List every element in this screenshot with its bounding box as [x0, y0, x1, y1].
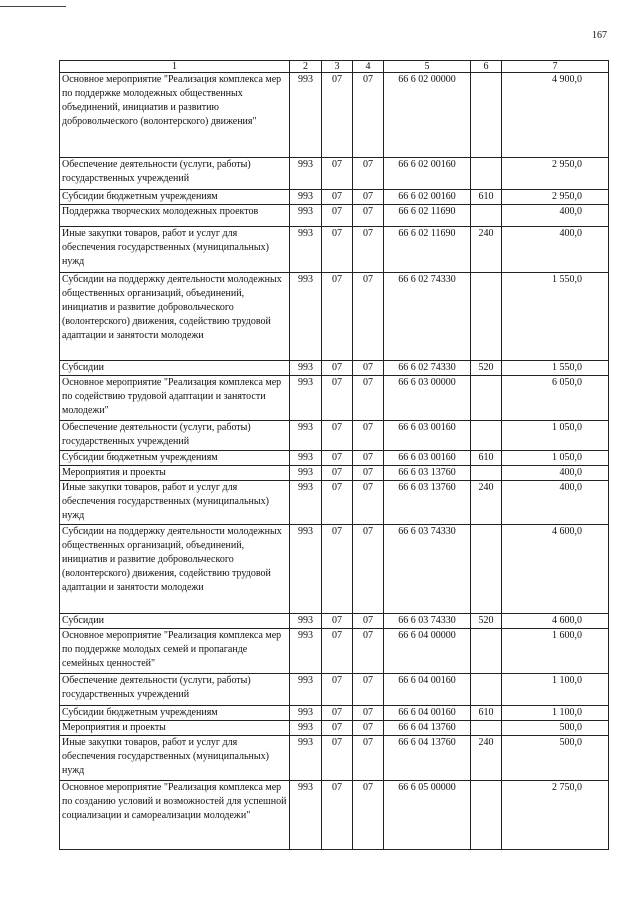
target-article-cell: 66 6 05 00000: [384, 781, 471, 850]
section-code-cell: 07: [322, 781, 353, 850]
page-number: 167: [592, 30, 607, 41]
expense-type-cell: [471, 273, 502, 361]
expense-type-cell: [471, 205, 502, 227]
grbs-code-cell: 993: [290, 481, 322, 525]
amount-cell: 1 050,0: [502, 451, 609, 466]
subsection-code-cell: 07: [353, 451, 384, 466]
section-code-cell: 07: [322, 736, 353, 781]
table-row: [60, 525, 609, 614]
target-article-cell: 66 6 03 13760: [384, 466, 471, 481]
target-article-cell: 66 6 02 11690: [384, 205, 471, 227]
expense-type-cell: 520: [471, 614, 502, 629]
row-name-cell: Иные закупки товаров, работ и услуг для обеспечения государственных (муниципальных) нужд: [60, 481, 290, 525]
expense-type-cell: 240: [471, 481, 502, 525]
amount-cell: 500,0: [502, 721, 609, 736]
subsection-code-cell: 07: [353, 629, 384, 674]
table-row: [60, 706, 609, 721]
amount-cell: 1 100,0: [502, 674, 609, 706]
table-row: [60, 421, 609, 451]
expense-type-cell: 610: [471, 706, 502, 721]
table-row: [60, 614, 609, 629]
subsection-code-cell: 07: [353, 781, 384, 850]
amount-cell: 400,0: [502, 481, 609, 525]
section-code-cell: 07: [322, 158, 353, 190]
row-name-cell: Обеспечение деятельности (услуги, работы) государственных учреждений: [60, 421, 290, 451]
row-name-cell: Основное мероприятие "Реализация комплекса мер по созданию условий и возможностей для успешной социализации и самореализации молодежи": [60, 781, 290, 850]
row-name-cell: Обеспечение деятельности (услуги, работы) государственных учреждений: [60, 158, 290, 190]
target-article-cell: 66 6 04 13760: [384, 736, 471, 781]
row-name-cell: Иные закупки товаров, работ и услуг для обеспечения государственных (муниципальных) нужд: [60, 736, 290, 781]
subsection-code-cell: 07: [353, 525, 384, 614]
expense-type-cell: [471, 721, 502, 736]
amount-cell: 400,0: [502, 227, 609, 273]
header-cell: 7: [502, 61, 609, 73]
row-name-cell: Субсидии: [60, 614, 290, 629]
table-row: [60, 73, 609, 158]
target-article-cell: 66 6 03 13760: [384, 481, 471, 525]
target-article-cell: 66 6 03 00160: [384, 421, 471, 451]
subsection-code-cell: 07: [353, 190, 384, 205]
expense-type-cell: [471, 629, 502, 674]
header-cell: 6: [471, 61, 502, 73]
table-row: [60, 227, 609, 273]
amount-cell: 4 600,0: [502, 525, 609, 614]
target-article-cell: 66 6 02 00160: [384, 190, 471, 205]
expense-type-cell: [471, 525, 502, 614]
amount-cell: 1 550,0: [502, 273, 609, 361]
row-name-cell: Иные закупки товаров, работ и услуг для обеспечения государственных (муниципальных) нужд: [60, 227, 290, 273]
grbs-code-cell: 993: [290, 525, 322, 614]
table-row: [60, 674, 609, 706]
expense-type-cell: [471, 781, 502, 850]
table-row: [60, 190, 609, 205]
grbs-code-cell: 993: [290, 421, 322, 451]
header-cell: 2: [290, 61, 322, 73]
target-article-cell: 66 6 03 74330: [384, 614, 471, 629]
subsection-code-cell: 07: [353, 466, 384, 481]
section-code-cell: 07: [322, 466, 353, 481]
amount-cell: 500,0: [502, 736, 609, 781]
section-code-cell: 07: [322, 361, 353, 376]
target-article-cell: 66 6 02 00160: [384, 158, 471, 190]
subsection-code-cell: 07: [353, 721, 384, 736]
target-article-cell: 66 6 03 74330: [384, 525, 471, 614]
expense-type-cell: [471, 158, 502, 190]
expense-type-cell: 610: [471, 190, 502, 205]
subsection-code-cell: 07: [353, 158, 384, 190]
section-code-cell: 07: [322, 706, 353, 721]
grbs-code-cell: 993: [290, 629, 322, 674]
table-row: [60, 361, 609, 376]
row-name-cell: Мероприятия и проекты: [60, 721, 290, 736]
grbs-code-cell: 993: [290, 466, 322, 481]
amount-cell: 1 100,0: [502, 706, 609, 721]
section-code-cell: 07: [322, 227, 353, 273]
table-row: [60, 451, 609, 466]
row-name-cell: Субсидии на поддержку деятельности молодежных общественных организаций, объединений, инициатив и развитие добровольческого (волонтерского) движения, содействию трудовой адаптации и занятости молодежи: [60, 525, 290, 614]
section-code-cell: 07: [322, 614, 353, 629]
subsection-code-cell: 07: [353, 481, 384, 525]
target-article-cell: 66 6 02 11690: [384, 227, 471, 273]
grbs-code-cell: 993: [290, 781, 322, 850]
row-name-cell: Субсидии бюджетным учреждениям: [60, 190, 290, 205]
grbs-code-cell: 993: [290, 736, 322, 781]
amount-cell: 400,0: [502, 466, 609, 481]
row-name-cell: Мероприятия и проекты: [60, 466, 290, 481]
expense-type-cell: [471, 674, 502, 706]
table-row: [60, 721, 609, 736]
row-name-cell: Основное мероприятие "Реализация комплекса мер по поддержке молодых семей и пропаганде семейных ценностей": [60, 629, 290, 674]
section-code-cell: 07: [322, 629, 353, 674]
amount-cell: 400,0: [502, 205, 609, 227]
subsection-code-cell: 07: [353, 227, 384, 273]
grbs-code-cell: 993: [290, 205, 322, 227]
expense-type-cell: 240: [471, 227, 502, 273]
section-code-cell: 07: [322, 525, 353, 614]
section-code-cell: 07: [322, 205, 353, 227]
grbs-code-cell: 993: [290, 674, 322, 706]
grbs-code-cell: 993: [290, 706, 322, 721]
amount-cell: 4 600,0: [502, 614, 609, 629]
expense-type-cell: 610: [471, 451, 502, 466]
expense-type-cell: [471, 421, 502, 451]
amount-cell: 2 750,0: [502, 781, 609, 850]
expense-type-cell: 520: [471, 361, 502, 376]
grbs-code-cell: 993: [290, 361, 322, 376]
header-cell: 4: [353, 61, 384, 73]
grbs-code-cell: 993: [290, 227, 322, 273]
subsection-code-cell: 07: [353, 736, 384, 781]
subsection-code-cell: 07: [353, 73, 384, 158]
grbs-code-cell: 993: [290, 158, 322, 190]
grbs-code-cell: 993: [290, 273, 322, 361]
amount-cell: 1 600,0: [502, 629, 609, 674]
scan-artifact-line: [0, 6, 66, 7]
subsection-code-cell: 07: [353, 614, 384, 629]
table-row: [60, 376, 609, 421]
row-name-cell: Обеспечение деятельности (услуги, работы) государственных учреждений: [60, 674, 290, 706]
amount-cell: 1 550,0: [502, 361, 609, 376]
section-code-cell: 07: [322, 674, 353, 706]
amount-cell: 2 950,0: [502, 190, 609, 205]
section-code-cell: 07: [322, 73, 353, 158]
target-article-cell: 66 6 03 00000: [384, 376, 471, 421]
target-article-cell: 66 6 04 13760: [384, 721, 471, 736]
amount-cell: 2 950,0: [502, 158, 609, 190]
target-article-cell: 66 6 03 00160: [384, 451, 471, 466]
target-article-cell: 66 6 04 00160: [384, 706, 471, 721]
row-name-cell: Основное мероприятие "Реализация комплекса мер по поддержке молодежных общественных объединений, инициатив и развитию добровольческого (волонтерского) движения": [60, 73, 290, 158]
target-article-cell: 66 6 02 00000: [384, 73, 471, 158]
expense-type-cell: [471, 73, 502, 158]
subsection-code-cell: 07: [353, 376, 384, 421]
expense-type-cell: [471, 466, 502, 481]
grbs-code-cell: 993: [290, 721, 322, 736]
section-code-cell: 07: [322, 190, 353, 205]
amount-cell: 6 050,0: [502, 376, 609, 421]
header-cell: 3: [322, 61, 353, 73]
table-header-row: [60, 61, 609, 73]
table-row: [60, 736, 609, 781]
target-article-cell: 66 6 04 00000: [384, 629, 471, 674]
row-name-cell: Субсидии бюджетным учреждениям: [60, 706, 290, 721]
target-article-cell: 66 6 02 74330: [384, 361, 471, 376]
section-code-cell: 07: [322, 481, 353, 525]
section-code-cell: 07: [322, 451, 353, 466]
section-code-cell: 07: [322, 721, 353, 736]
subsection-code-cell: 07: [353, 421, 384, 451]
expense-type-cell: [471, 376, 502, 421]
subsection-code-cell: 07: [353, 273, 384, 361]
header-cell: 5: [384, 61, 471, 73]
grbs-code-cell: 993: [290, 451, 322, 466]
subsection-code-cell: 07: [353, 361, 384, 376]
row-name-cell: Поддержка творческих молодежных проектов: [60, 205, 290, 227]
grbs-code-cell: 993: [290, 376, 322, 421]
amount-cell: 4 900,0: [502, 73, 609, 158]
amount-cell: 1 050,0: [502, 421, 609, 451]
row-name-cell: Основное мероприятие "Реализация комплекса мер по содействию трудовой адаптации и занятости молодежи": [60, 376, 290, 421]
target-article-cell: 66 6 02 74330: [384, 273, 471, 361]
header-cell: 1: [60, 61, 290, 73]
table-row: [60, 158, 609, 190]
subsection-code-cell: 07: [353, 674, 384, 706]
target-article-cell: 66 6 04 00160: [384, 674, 471, 706]
grbs-code-cell: 993: [290, 73, 322, 158]
table-row: [60, 273, 609, 361]
row-name-cell: Субсидии: [60, 361, 290, 376]
grbs-code-cell: 993: [290, 190, 322, 205]
table-row: [60, 205, 609, 227]
row-name-cell: Субсидии бюджетным учреждениям: [60, 451, 290, 466]
section-code-cell: 07: [322, 376, 353, 421]
section-code-cell: 07: [322, 421, 353, 451]
row-name-cell: Субсидии на поддержку деятельности молодежных общественных организаций, объединений, инициатив и развитие добровольческого (волонтерского) движения, содействию трудовой адаптации и занятости молодежи: [60, 273, 290, 361]
table-row: [60, 481, 609, 525]
budget-table: [59, 60, 609, 850]
table-row: [60, 466, 609, 481]
section-code-cell: 07: [322, 273, 353, 361]
subsection-code-cell: 07: [353, 205, 384, 227]
grbs-code-cell: 993: [290, 614, 322, 629]
table-row: [60, 781, 609, 850]
table-row: [60, 629, 609, 674]
subsection-code-cell: 07: [353, 706, 384, 721]
expense-type-cell: 240: [471, 736, 502, 781]
